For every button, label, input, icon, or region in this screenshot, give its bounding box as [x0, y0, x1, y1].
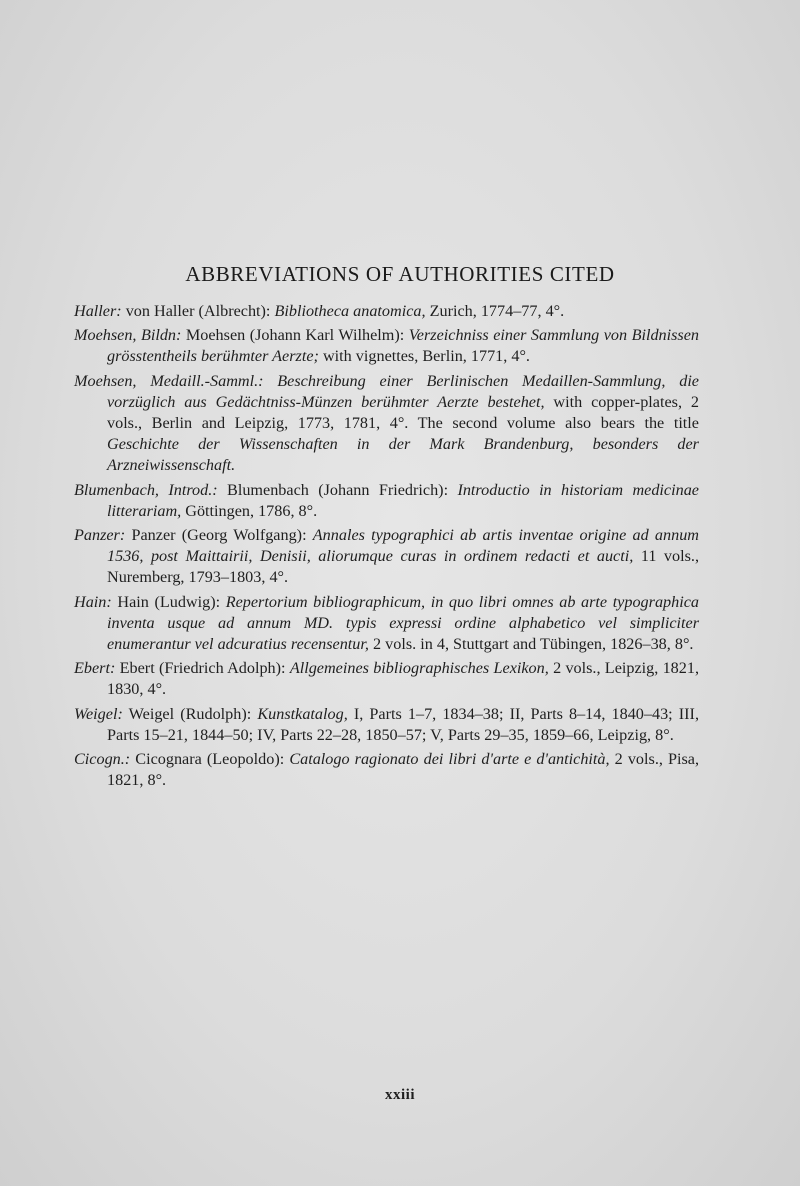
entry-title: Verzeichniss einer Sammlung von Bildnissen grösstentheils berühmter Aerzte;: [107, 326, 700, 366]
page-number: xxiii: [384, 1087, 415, 1103]
entry-haller: [74, 301, 699, 322]
entry-moehsen-bildn: [74, 325, 699, 367]
entry-abbreviation: Cicogn.:: [74, 750, 131, 769]
entry-author: Panzer (Georg Wolfgang):: [131, 526, 307, 545]
entry-abbreviation: Moehsen, Medaill.-Samml.:: [74, 371, 264, 390]
entry-hain: [74, 592, 699, 656]
entry-details: 2 vols., Leipzig, 1821, 1830, 4°.: [107, 659, 699, 699]
entry-title: Beschreibung einer Berlinischen Medaillen-Sammlung, die vorzüglich aus Gedächtniss-Münzen berühmter Aerzte bestehet,: [107, 371, 699, 411]
entry-moehsen-medaill: [74, 371, 699, 477]
entry-author: Blumenbach (Johann Friedrich):: [227, 480, 449, 499]
entry-details: Göttingen, 1786, 8°.: [185, 501, 318, 520]
entry-details: 2 vols., Pisa, 1821, 8°.: [107, 750, 700, 790]
entry-author: von Haller (Albrecht):: [125, 302, 271, 320]
abbreviations-list: [74, 301, 699, 794]
entry-author: Ebert (Friedrich Adolph):: [119, 659, 286, 678]
entry-details: I, Parts 1–7, 1834–38; II, Parts 8–14, 1840–43; III, Parts 15–21, 1844–50; IV, Parts 22–28, 1850–57; V, Parts 29–35, 1859–66, Leipzig, 8°.: [107, 704, 699, 744]
entry-details: with copper-plates, 2 vols., Berlin and Leipzig, 1773, 1781, 4°. The second volume also bears the title: [107, 392, 699, 433]
entry-author: Cicognara (Leopoldo):: [135, 750, 285, 769]
entry-title: Introductio in historiam medicinae litterariam,: [107, 480, 699, 520]
entry-abbreviation: Blumenbach, Introd.:: [74, 480, 218, 499]
entry-author: Moehsen (Johann Karl Wilhelm):: [185, 326, 405, 345]
entry-title: Allgemeines bibliographisches Lexikon,: [289, 659, 549, 678]
entry-title: Bibliotheca anatomica,: [274, 302, 426, 320]
entry-second-title: Geschichte der Wissenschaften in der Mark Brandenburg, besonders der Arzneiwissenschaft.: [107, 435, 699, 475]
entry-details: 2 vols. in 4, Stuttgart and Tübingen, 1826–38, 8°.: [373, 635, 694, 654]
entry-abbreviation: Ebert:: [74, 659, 116, 678]
entry-abbreviation: Weigel:: [74, 704, 123, 723]
entry-weigel: [74, 704, 699, 746]
entry-title: Catalogo ragionato dei libri d'arte e d'antichità,: [289, 750, 610, 769]
entry-blumenbach: [74, 480, 699, 522]
entry-cicogn: [74, 749, 699, 791]
entry-panzer: [74, 525, 699, 589]
entry-details: with vignettes, Berlin, 1771, 4°.: [322, 347, 530, 366]
page-heading: ABBREVIATIONS OF AUTHORITIES CITED: [185, 262, 615, 286]
entry-abbreviation: Panzer:: [74, 526, 126, 545]
entry-details: Zurich, 1774–77, 4°.: [429, 302, 565, 320]
entry-author: Weigel (Rudolph):: [128, 704, 252, 723]
entry-abbreviation: Moehsen, Bildn:: [74, 326, 182, 345]
entry-title: Repertorium bibliographicum, in quo libri omnes ab arte typographica inventa usque ad annum MD. typis expressi ordine alphabetico vel simpliciter enumerantur vel adcuratius recensentur,: [107, 592, 700, 654]
entry-abbreviation: Haller:: [74, 302, 122, 320]
entry-author: Hain (Ludwig):: [117, 592, 221, 611]
entry-abbreviation: Hain:: [74, 592, 112, 611]
entry-details: 11 vols., Nuremberg, 1793–1803, 4°.: [107, 547, 700, 587]
entry-title: Kunstkatalog,: [257, 704, 348, 723]
entry-title: Annales typographici ab artis inventae origine ad annum 1536, post Maittairii, Denisii, aliorumque curas in ordinem redacti et aucti,: [107, 526, 700, 566]
entry-ebert: [74, 658, 699, 700]
